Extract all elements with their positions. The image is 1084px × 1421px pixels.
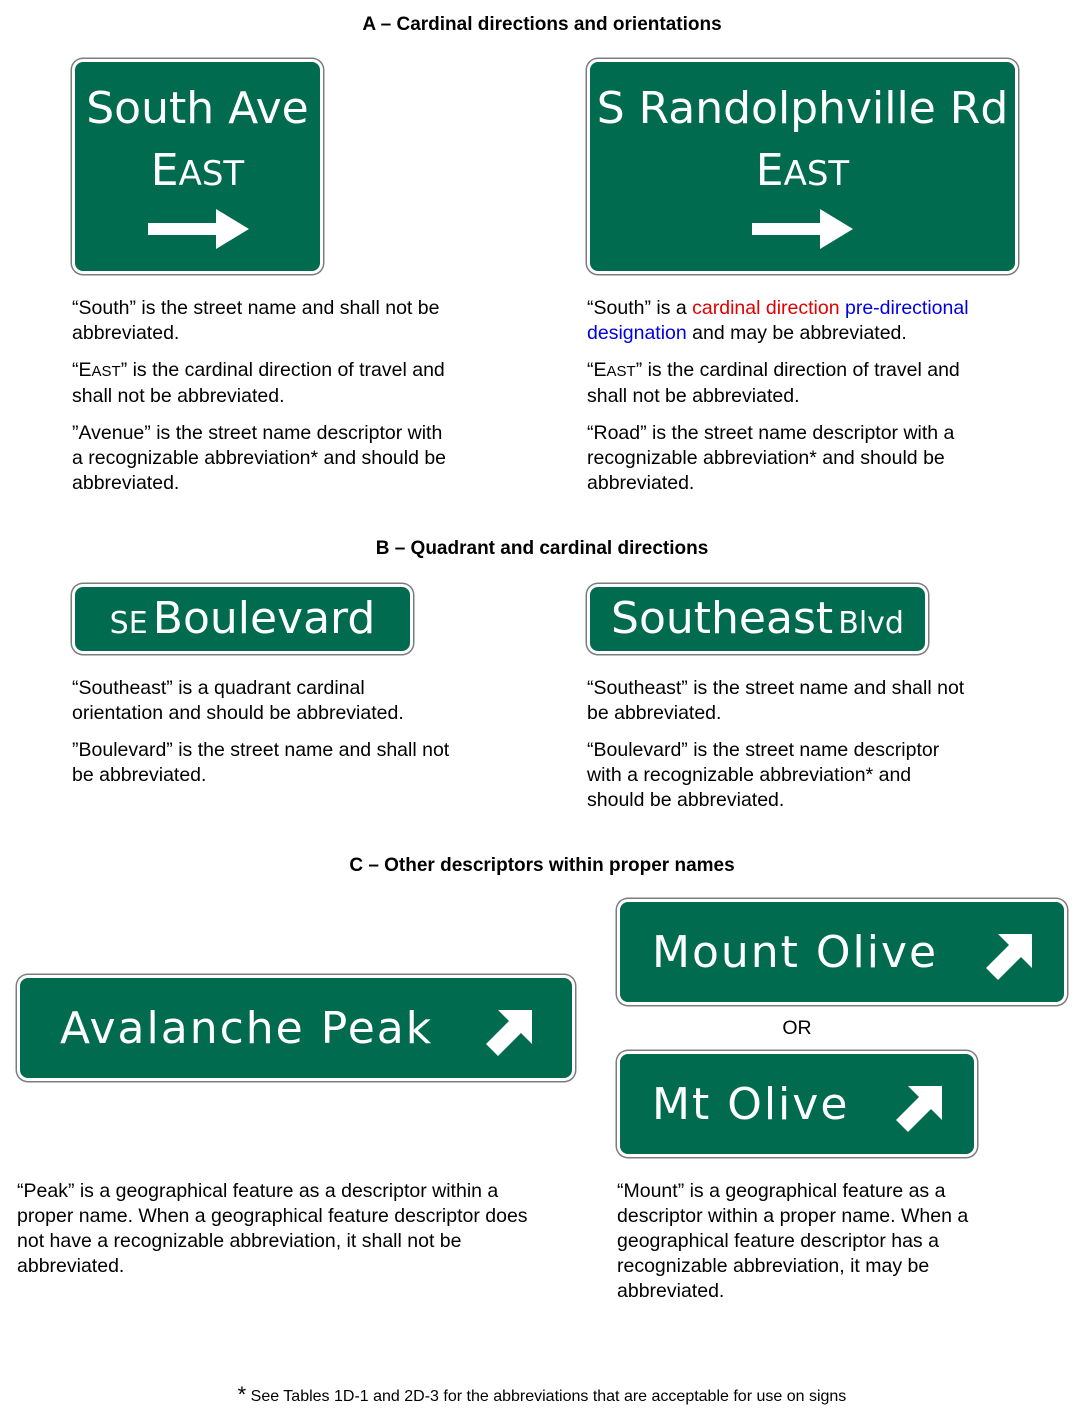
sign-suffix: Blvd [838, 606, 904, 641]
note-avenue-descriptor: ”Avenue” is the street name descriptor with a recognizable abbreviation* and should be abbreviated. [72, 422, 447, 494]
section-a-right-notes [587, 296, 972, 508]
sign-street-name: South Ave [86, 83, 309, 134]
direction-first-letter: E [755, 145, 784, 196]
note-boulevard-street-name: ”Boulevard” is the street name and shall not be abbreviated. [72, 739, 450, 786]
sign-avalanche-peak [17, 975, 575, 1081]
predirectional-term: pre-directional designation [587, 297, 969, 344]
right-arrow-icon [146, 207, 252, 251]
note-south-street-name: “South” is the street name and shall not be abbreviated. [72, 297, 440, 344]
or-label: OR [782, 1017, 812, 1039]
direction-rest-letters: AST [783, 154, 850, 194]
sign-se-boulevard [72, 584, 413, 654]
cardinal-direction-term: cardinal direction [692, 297, 840, 319]
note-road-descriptor: “Road” is the street name descriptor with a recognizable abbreviation* and should be abbreviated. [587, 422, 955, 494]
sign-prefix: SE [109, 606, 148, 641]
sign-text: Mt Olive [652, 1079, 850, 1130]
sign-text: Avalanche Peak [60, 1003, 434, 1054]
sign-direction [590, 146, 1015, 205]
footnote [0, 1382, 1084, 1408]
up-right-arrow-icon [986, 930, 1036, 980]
sign-mount-olive [617, 899, 1067, 1005]
section-b-right-notes [587, 676, 972, 825]
sign-street-name: S Randolphville Rd [596, 83, 1009, 134]
sign-southeast-blvd [587, 584, 928, 654]
section-a-left-notes [72, 296, 452, 508]
sign-name: Southeast [611, 593, 834, 644]
sign-text [590, 594, 925, 653]
section-c-heading: C – Other descriptors within proper names [349, 855, 735, 876]
sign-text: Mount Olive [652, 927, 939, 978]
footnote-star: * [237, 1382, 247, 1407]
direction-rest-letters: AST [178, 154, 245, 194]
note-east-direction: “EAST” is the cardinal direction of travel and shall not be abbreviated. [587, 359, 960, 407]
note-southeast-street-name: “Southeast” is the street name and shall not be abbreviated. [587, 677, 965, 724]
up-right-arrow-icon [896, 1082, 946, 1132]
section-a-heading: A – Cardinal directions and orientations [362, 14, 722, 35]
section-c-left-note: “Peak” is a geographical feature as a descriptor within a proper name. When a geographical feature descriptor does not have a recognizable abbreviation, it shall not be abbreviated. [17, 1180, 528, 1277]
up-right-arrow-icon [486, 1006, 536, 1056]
section-c-right-note: “Mount” is a geographical feature as a descriptor within a proper name. When a geographical feature descriptor has a recognizable abbreviation, it may be abbreviated. [617, 1180, 969, 1302]
sign-south-ave-east [72, 59, 323, 274]
section-b-left-notes [72, 676, 457, 800]
sign-name: Boulevard [152, 593, 376, 644]
note-southeast-quadrant: “Southeast” is a quadrant cardinal orientation and should be abbreviated. [72, 677, 404, 724]
sign-text [75, 594, 410, 653]
sign-s-randolphville-rd-east [587, 59, 1018, 274]
footnote-text: See Tables 1D-1 and 2D-3 for the abbreviations that are acceptable for use on signs [246, 1388, 847, 1405]
sign-direction [75, 146, 320, 205]
section-b-heading: B – Quadrant and cardinal directions [375, 538, 709, 559]
note-east-direction: “EAST” is the cardinal direction of travel and shall not be abbreviated. [72, 359, 445, 407]
sign-mt-olive [617, 1051, 977, 1157]
note-boulevard-descriptor: “Boulevard” is the street name descriptor with a recognizable abbreviation* and should be abbreviated. [587, 739, 940, 811]
note-south-predirectional: “South” is a cardinal direction pre-directional designation and may be abbreviated. [587, 297, 969, 344]
direction-first-letter: E [150, 145, 179, 196]
right-arrow-icon [750, 207, 856, 251]
